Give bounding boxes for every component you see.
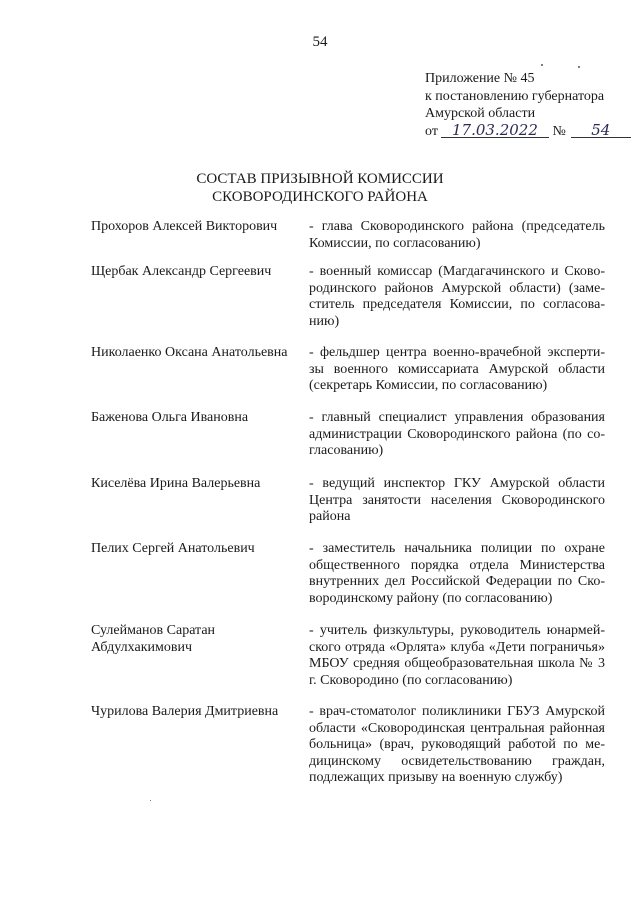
member-role: - главный специалист управления образования администрации Сковородинского района (по со-гласованию) <box>309 410 605 458</box>
member-name: Пелих Сергей Анатольевич <box>91 541 255 556</box>
appendix-date-line <box>425 120 631 141</box>
member-role: - учитель физкультуры, руководитель юнармей-ского отряда «Орлята» клуба «Дети пограничья» МБОУ средняя общеобразовательная школа № 3 г. Сковородино (по согласованию) <box>309 623 605 688</box>
handwritten-number: 54 <box>571 123 631 138</box>
appendix-line-2: к постановлению губернатора <box>425 88 605 104</box>
member-name: Прохоров Алексей Викторович <box>91 219 278 234</box>
appendix-block <box>425 70 631 140</box>
from-label: от <box>425 123 438 139</box>
title-line-1: СОСТАВ ПРИЗЫВНОЙ КОМИССИИ <box>196 171 444 187</box>
member-role: - фельдшер центра военно-врачебной эксперти-зы военного комиссариата Амурской области (секретарь Комиссии, по согласованию) <box>309 345 605 393</box>
member-name: Киселёва Ирина Валерьевна <box>91 476 261 491</box>
member-name: Баженова Ольга Ивановна <box>91 410 249 425</box>
page-number: 54 <box>312 34 328 50</box>
member-name: Щербак Александр Сергеевич <box>91 264 272 279</box>
document-title <box>0 170 640 206</box>
appendix-line-3: Амурской области <box>425 106 536 121</box>
scan-speck <box>578 66 580 68</box>
number-label: № <box>552 123 566 139</box>
appendix-line-1: Приложение № 45 <box>425 71 535 86</box>
title-line-2: СКОВОРОДИНСКОГО РАЙОНА <box>212 189 428 205</box>
member-role: - заместитель начальника полиции по охране общественного порядка отдела Министерства внутренних дел Российской Федерации по Ско-вородинскому району (по согласованию) <box>309 541 605 606</box>
member-role: - врач-стоматолог поликлиники ГБУЗ Амурской области «Сковородинская центральная районная больница» (врач, руководящий работой по ме-дицинскому освидетельствованию граждан, подлежащих призыву на военную службу) <box>309 704 605 785</box>
member-name: Чурилова Валерия Дмитриевна <box>91 704 279 719</box>
member-role: - военный комиссар (Магдагачинского и Сково-родинского районов Амурской области) (заме-ститель председателя Комиссии, по согласова-нию) <box>309 264 605 329</box>
handwritten-date: 17.03.2022 <box>441 123 549 138</box>
member-role: - глава Сковородинского района (председатель Комиссии, по согласованию) <box>309 219 605 251</box>
member-name: Сулейманов Саратан Абдулхакимович <box>91 623 216 655</box>
member-role: - ведущий инспектор ГКУ Амурской области Центра занятости населения Сковородинского района <box>309 476 605 524</box>
scan-speck <box>150 800 151 801</box>
member-name: Николаенко Оксана Анатольевна <box>91 345 288 360</box>
scan-speck <box>541 64 543 66</box>
